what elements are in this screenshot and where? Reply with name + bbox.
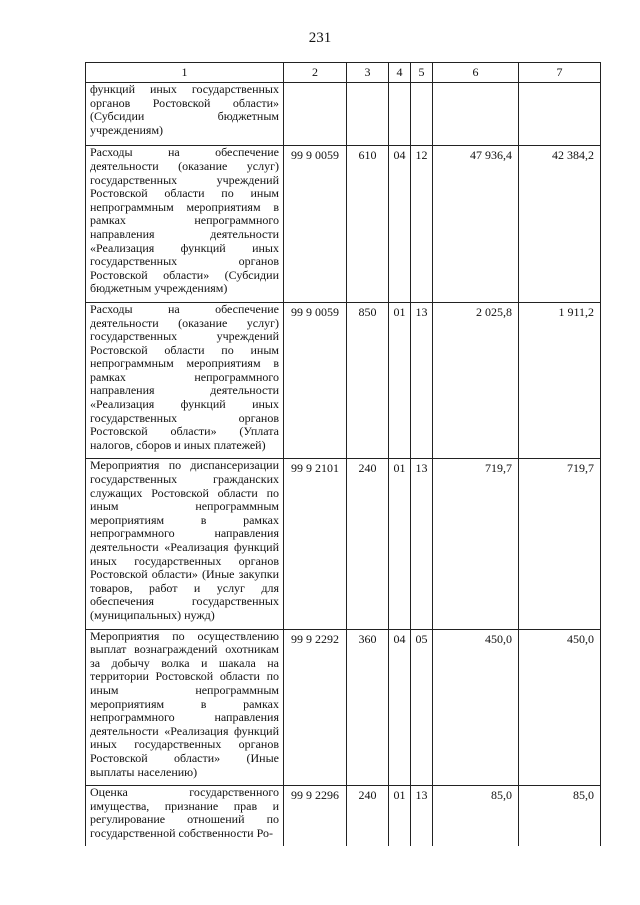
table-row [86,83,601,146]
row-pr: 13 [411,302,433,459]
table-row [86,786,601,847]
col-header-3: 3 [347,63,389,83]
row-csr: 99 9 2296 [284,786,347,847]
row-sum-2: 85,0 [519,786,601,847]
col-header-4: 4 [389,63,411,83]
row-pr: 05 [411,629,433,786]
row-pr: 13 [411,786,433,847]
row-sum-1 [433,83,519,146]
row-pr [411,83,433,146]
row-sum-1: 85,0 [433,786,519,847]
row-csr: 99 9 2101 [284,459,347,629]
row-sum-2: 1 911,2 [519,302,601,459]
row-sum-1: 47 936,4 [433,146,519,303]
row-vr: 240 [347,459,389,629]
col-header-6: 6 [433,63,519,83]
row-vr: 850 [347,302,389,459]
row-rz: 04 [389,146,411,303]
row-csr: 99 9 0059 [284,302,347,459]
row-rz [389,83,411,146]
row-rz: 01 [389,459,411,629]
table-row [86,629,601,786]
row-rz: 01 [389,786,411,847]
row-sum-2: 719,7 [519,459,601,629]
row-csr [284,83,347,146]
row-description: Расходы на обеспечение деятельности (оказание услуг) государственных учреждений Ростовской области по иным непрограммным мероприятиям в рамках непрограммного направления деятельности «Реализация функций иных государственных органов Ростовской области» (Субсидии бюджетным учреждениям) [86,146,284,303]
row-rz: 01 [389,302,411,459]
row-sum-2 [519,83,601,146]
row-sum-2: 42 384,2 [519,146,601,303]
page-number: 231 [308,30,332,46]
row-vr: 610 [347,146,389,303]
row-description: Мероприятия по осуществлению выплат вознаграждений охотникам за добычу волка и шакала на территории Ростовской области по иным непрограммным мероприятиям в рамках непрограммного направления деятельности «Реализация функций иных государственных органов Ростовской области» (Иные выплаты населению) [86,629,284,786]
row-description: Расходы на обеспечение деятельности (оказание услуг) государственных учреждений Ростовской области по иным непрограммным мероприятиям в рамках непрограммного направления деятельности «Реализация функций иных государственных органов Ростовской области» (Уплата налогов, сборов и иных платежей) [86,302,284,459]
row-rz: 04 [389,629,411,786]
row-description: Мероприятия по диспансеризации государственных гражданских служащих Ростовской области по иным непрограммным мероприятиям в рамках непрограммного направления деятельности «Реализация функций иных государственных органов Ростовской области» (Иные закупки товаров, работ и услуг для обеспечения государственных (муниципальных) нужд) [86,459,284,629]
row-sum-1: 2 025,8 [433,302,519,459]
row-pr: 12 [411,146,433,303]
row-description: Оценка государственного имущества, признание прав и регулирование отношений по государственной собственности Ро- [86,786,284,847]
row-vr [347,83,389,146]
row-vr: 360 [347,629,389,786]
row-pr: 13 [411,459,433,629]
table-row [86,302,601,459]
header-row [86,63,601,83]
row-sum-2: 450,0 [519,629,601,786]
col-header-2: 2 [284,63,347,83]
row-vr: 240 [347,786,389,847]
row-sum-1: 719,7 [433,459,519,629]
col-header-7: 7 [519,63,601,83]
budget-table [85,62,601,846]
row-csr: 99 9 2292 [284,629,347,786]
table-row [86,459,601,629]
row-csr: 99 9 0059 [284,146,347,303]
table-row [86,146,601,303]
col-header-1: 1 [86,63,284,83]
col-header-5: 5 [411,63,433,83]
row-sum-1: 450,0 [433,629,519,786]
row-description: функций иных государственных органов Ростовской области» (Субсидии бюджетным учреждениям) [86,83,284,146]
